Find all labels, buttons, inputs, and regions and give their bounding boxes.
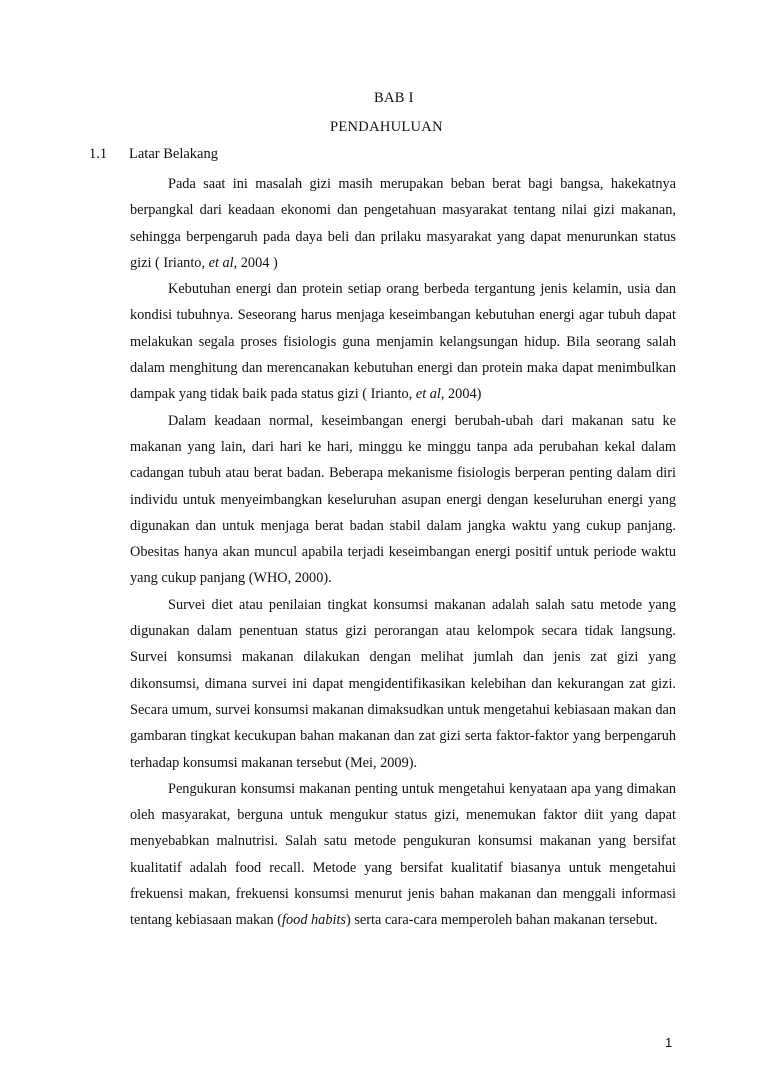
page-number: 1 (665, 1035, 673, 1050)
section-number: 1.1 (89, 146, 108, 162)
paragraph-italic: et al (208, 254, 234, 271)
paragraph-text: , 2004 ) (233, 254, 278, 271)
paragraph-3 (130, 408, 676, 592)
paragraph-text: , 2004) (440, 386, 482, 403)
paragraph-text: Kebutuhan energi dan protein setiap orang berbeda tergantung jenis kelamin, usia dan kondisi tubuhnya. Seseorang harus menjaga keseimbangan kebutuhan energi agar tubuh dapat melakukan segala proses fisiologis guna menjamin kelangsungan hidup. Bila seorang salah dalam menghitung dan merencanakan kebutuhan energi dan protein maka dapat menimbulkan dampak yang tidak baik pada status gizi ( Irianto, (130, 281, 676, 403)
chapter-title: PENDAHULUAN (330, 119, 443, 135)
section-title: Latar Belakang (129, 146, 218, 162)
paragraph-text: Dalam keadaan normal, keseimbangan energi berubah-ubah dari makanan satu ke makanan yang lain, dari hari ke hari, minggu ke minggu tanpa ada perubahan kekal dalam cadangan tubuh atau berat badan. Beberapa mekanisme fisiologis berperan penting dalam diri individu untuk menyeimbangkan keseluruhan asupan energi dengan keseluruhan energi yang digunakan dan untuk menjaga berat badan stabil dalam jangka waktu yang cukup panjang. Obesitas hanya akan muncul apabila terjadi keseimbangan energi positif untuk periode waktu yang cukup panjang (WHO, 2000). (130, 412, 676, 587)
chapter-number: BAB I (374, 90, 414, 106)
paragraph-italic: et al (415, 386, 441, 403)
paragraph-text: ) serta cara-cara memperoleh bahan makanan tersebut. (346, 912, 658, 929)
paragraph-2 (130, 276, 676, 407)
paragraph-text: Pengukuran konsumsi makanan penting untuk mengetahui kenyataan apa yang dimakan oleh masyarakat, berguna untuk mengukur status gizi, menemukan faktor diit yang dapat menyebabkan malnutrisi. Salah satu metode pengukuran konsumsi makanan yang bersifat kualitatif adalah food recall. Metode yang bersifat kualitatif biasanya untuk mengetahui frekuensi makan, frekuensi konsumsi menurut jenis bahan makanan dan menggali informasi tentang kebiasaan makan ( (130, 780, 676, 929)
paragraph-1 (130, 171, 676, 276)
paragraph-5 (130, 776, 676, 934)
section-heading (89, 146, 218, 163)
paragraph-italic: food habits (282, 912, 346, 929)
paragraph-text: Survei diet atau penilaian tingkat konsumsi makanan adalah salah satu metode yang digunakan dalam penentuan status gizi perorangan atau kelompok secara tidak langsung. Survei konsumsi makanan dilakukan dengan melihat jumlah dan jenis zat gizi yang dikonsumsi, dimana survei ini dapat mengidentifikasikan kelebihan dan kekurangan zat gizi. Secara umum, survei konsumsi makanan dimaksudkan untuk mengetahui kebiasaan makan dan gambaran tingkat kecukupan bahan makanan dan zat gizi serta faktor-faktor yang berpengaruh terhadap konsumsi makanan tersebut (Mei, 2009). (130, 596, 676, 771)
body-text (130, 171, 676, 934)
paragraph-4 (130, 592, 676, 776)
paragraph-text: Pada saat ini masalah gizi masih merupakan beban berat bagi bangsa, hakekatnya berpangkal dari keadaan ekonomi dan pengetahuan masyarakat tentang nilai gizi makanan, sehingga berpengaruh pada daya beli dan prilaku masyarakat yang dapat menurunkan status gizi ( Irianto, (130, 176, 676, 271)
